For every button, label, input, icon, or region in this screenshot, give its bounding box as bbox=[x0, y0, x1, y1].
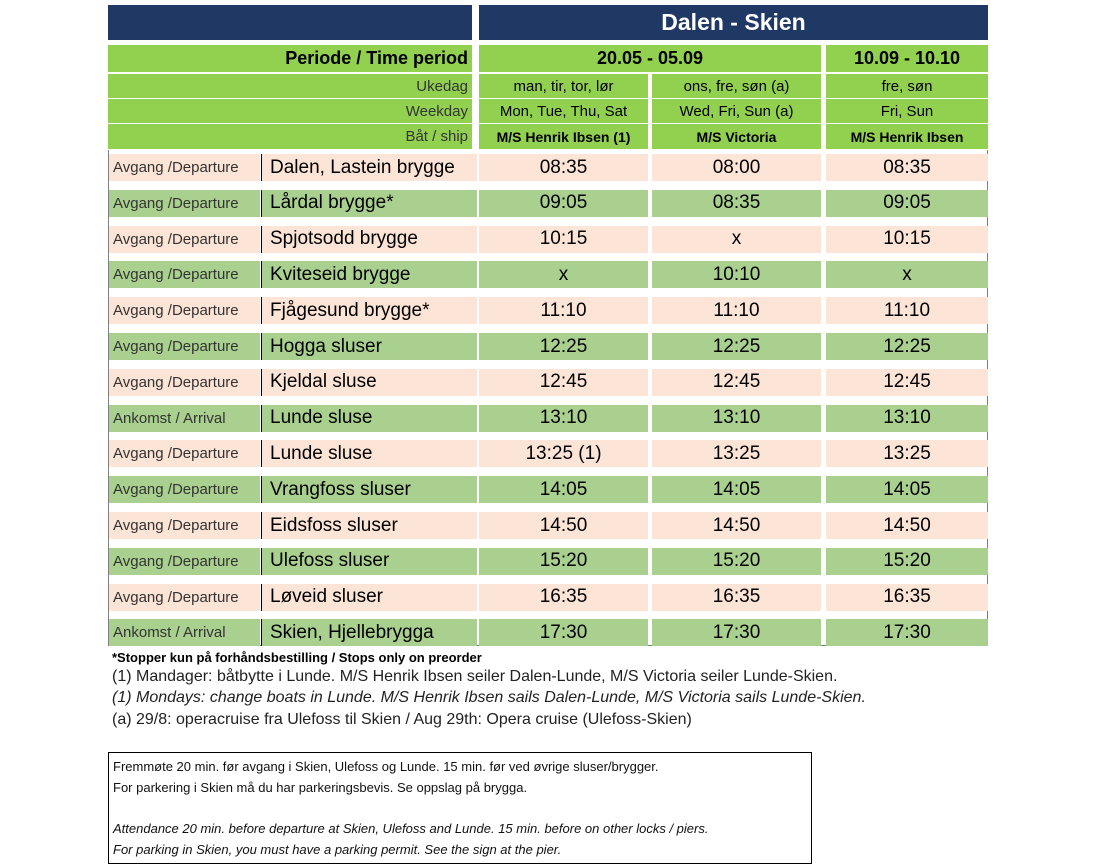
row-time-col2: 13:10 bbox=[652, 405, 821, 432]
row-stop: Kjeldal sluse bbox=[261, 369, 477, 396]
ukedag-col2: ons, fre, søn (a) bbox=[652, 74, 821, 98]
schedule-row bbox=[108, 472, 988, 508]
row-stop: Skien, Hjellebrygga bbox=[261, 619, 477, 646]
row-time-col3: 13:25 bbox=[826, 440, 988, 467]
schedule-row bbox=[108, 329, 988, 365]
ship-col1: M/S Henrik Ibsen (1) bbox=[479, 124, 648, 149]
row-time-col3: 12:45 bbox=[826, 369, 988, 396]
row-time-col2: 11:10 bbox=[652, 297, 821, 324]
row-time-col2: 12:25 bbox=[652, 333, 821, 360]
row-time-col3: 09:05 bbox=[826, 190, 988, 217]
row-time-col1: 15:20 bbox=[479, 548, 648, 575]
row-time-col1: x bbox=[479, 261, 648, 288]
weekday-col1: Mon, Tue, Thu, Sat bbox=[479, 99, 648, 123]
row-time-col1: 13:10 bbox=[479, 405, 648, 432]
row-stop: Eidsfoss sluser bbox=[261, 512, 477, 539]
period-autumn: 10.09 - 10.10 bbox=[826, 45, 988, 72]
ukedag-row bbox=[108, 74, 988, 98]
row-time-col1: 14:50 bbox=[479, 512, 648, 539]
weekday-label: Weekday bbox=[108, 99, 472, 123]
ukedag-col1: man, tir, tor, lør bbox=[479, 74, 648, 98]
schedule-row bbox=[108, 150, 988, 186]
schedule-row bbox=[108, 436, 988, 472]
ukedag-label: Ukedag bbox=[108, 74, 472, 98]
row-time-col2: 13:25 bbox=[652, 440, 821, 467]
schedule-row bbox=[108, 222, 988, 258]
row-time-col2: x bbox=[652, 226, 821, 253]
info-parking-en: For parking in Skien, you must have a parking permit. See the sign at the pier. bbox=[113, 842, 562, 857]
schedule-rows bbox=[108, 150, 988, 646]
schedule-row bbox=[108, 257, 988, 293]
row-time-col1: 12:45 bbox=[479, 369, 648, 396]
title-blank-cell bbox=[108, 5, 472, 40]
row-type: Avgang /Departure bbox=[109, 584, 260, 611]
row-stop: Fjågesund brygge* bbox=[261, 297, 477, 324]
row-type: Avgang /Departure bbox=[109, 369, 260, 396]
row-time-col2: 15:20 bbox=[652, 548, 821, 575]
row-time-col2: 16:35 bbox=[652, 584, 821, 611]
note-preorder: *Stopper kun på forhåndsbestilling / Stops only on preorder bbox=[112, 650, 482, 665]
row-type: Avgang /Departure bbox=[109, 190, 260, 217]
row-time-col1: 13:25 (1) bbox=[479, 440, 648, 467]
schedule-row bbox=[108, 580, 988, 616]
note-monday-en: (1) Mondays: change boats in Lunde. M/S Henrik Ibsen sails Dalen-Lunde, M/S Victoria sails Lunde-Skien. bbox=[112, 689, 866, 706]
row-type: Ankomst / Arrival bbox=[109, 405, 260, 432]
row-type: Avgang /Departure bbox=[109, 476, 260, 503]
row-time-col3: 16:35 bbox=[826, 584, 988, 611]
row-time-col1: 17:30 bbox=[479, 619, 648, 646]
ukedag-col3: fre, søn bbox=[826, 74, 988, 98]
row-time-col2: 08:35 bbox=[652, 190, 821, 217]
info-attendance-no: Fremmøte 20 min. før avgang i Skien, Ulefoss og Lunde. 15 min. før ved øvrige sluser/brygger. bbox=[113, 759, 659, 774]
schedule-row bbox=[108, 544, 988, 580]
schedule-row bbox=[108, 508, 988, 544]
row-time-col2: 17:30 bbox=[652, 619, 821, 646]
row-type: Avgang /Departure bbox=[109, 226, 260, 253]
info-parking-no: For parkering i Skien må du har parkeringsbevis. Se oppslag på brygga. bbox=[113, 780, 528, 795]
row-stop: Lårdal brygge* bbox=[261, 190, 477, 217]
ship-row bbox=[108, 124, 988, 149]
row-time-col3: 11:10 bbox=[826, 297, 988, 324]
row-time-col2: 12:45 bbox=[652, 369, 821, 396]
row-stop: Ulefoss sluser bbox=[261, 548, 477, 575]
row-stop: Dalen, Lastein brygge bbox=[261, 154, 477, 181]
row-type: Avgang /Departure bbox=[109, 548, 260, 575]
row-type: Ankomst / Arrival bbox=[109, 619, 260, 646]
row-stop: Lunde sluse bbox=[261, 440, 477, 467]
note-monday-no: (1) Mandager: båtbytte i Lunde. M/S Henrik Ibsen seiler Dalen-Lunde, M/S Victoria seiler Lunde-Skien. bbox=[112, 668, 838, 685]
weekday-col2: Wed, Fri, Sun (a) bbox=[652, 99, 821, 123]
row-time-col3: 08:35 bbox=[826, 154, 988, 181]
row-time-col1: 10:15 bbox=[479, 226, 648, 253]
row-time-col3: 12:25 bbox=[826, 333, 988, 360]
row-time-col3: x bbox=[826, 261, 988, 288]
row-time-col1: 11:10 bbox=[479, 297, 648, 324]
schedule-row bbox=[108, 186, 988, 222]
period-label: Periode / Time period bbox=[108, 45, 472, 72]
info-attendance-en: Attendance 20 min. before departure at Skien, Ulefoss and Lunde. 15 min. before on other locks / piers. bbox=[113, 821, 709, 836]
row-type: Avgang /Departure bbox=[109, 261, 260, 288]
row-time-col2: 14:50 bbox=[652, 512, 821, 539]
row-stop: Lunde sluse bbox=[261, 405, 477, 432]
row-time-col3: 14:50 bbox=[826, 512, 988, 539]
info-box bbox=[108, 752, 812, 864]
row-time-col2: 14:05 bbox=[652, 476, 821, 503]
row-type: Avgang /Departure bbox=[109, 333, 260, 360]
weekday-row bbox=[108, 99, 988, 123]
row-type: Avgang /Departure bbox=[109, 512, 260, 539]
row-time-col1: 12:25 bbox=[479, 333, 648, 360]
weekday-col3: Fri, Sun bbox=[826, 99, 988, 123]
row-time-col1: 09:05 bbox=[479, 190, 648, 217]
row-type: Avgang /Departure bbox=[109, 440, 260, 467]
schedule-row bbox=[108, 293, 988, 329]
row-stop: Spjotsodd brygge bbox=[261, 226, 477, 253]
row-time-col3: 13:10 bbox=[826, 405, 988, 432]
row-time-col3: 14:05 bbox=[826, 476, 988, 503]
title-row bbox=[108, 5, 988, 40]
row-stop: Hogga sluser bbox=[261, 333, 477, 360]
note-opera: (a) 29/8: operacruise fra Ulefoss til Skien / Aug 29th: Opera cruise (Ulefoss-Skien) bbox=[112, 711, 692, 728]
period-row bbox=[108, 45, 988, 72]
row-type: Avgang /Departure bbox=[109, 297, 260, 324]
row-time-col3: 17:30 bbox=[826, 619, 988, 646]
schedule-row bbox=[108, 365, 988, 401]
row-time-col1: 14:05 bbox=[479, 476, 648, 503]
row-time-col1: 08:35 bbox=[479, 154, 648, 181]
row-time-col3: 10:15 bbox=[826, 226, 988, 253]
row-time-col2: 10:10 bbox=[652, 261, 821, 288]
schedule-row bbox=[108, 615, 988, 651]
period-summer: 20.05 - 05.09 bbox=[479, 45, 821, 72]
row-time-col2: 08:00 bbox=[652, 154, 821, 181]
row-stop: Vrangfoss sluser bbox=[261, 476, 477, 503]
row-type: Avgang /Departure bbox=[109, 154, 260, 181]
ship-col3: M/S Henrik Ibsen bbox=[826, 124, 988, 149]
ship-col2: M/S Victoria bbox=[652, 124, 821, 149]
row-time-col1: 16:35 bbox=[479, 584, 648, 611]
ship-label: Båt / ship bbox=[108, 124, 472, 149]
row-stop: Løveid sluser bbox=[261, 584, 477, 611]
row-time-col3: 15:20 bbox=[826, 548, 988, 575]
schedule-row bbox=[108, 401, 988, 437]
row-stop: Kviteseid brygge bbox=[261, 261, 477, 288]
route-title: Dalen - Skien bbox=[479, 5, 988, 40]
